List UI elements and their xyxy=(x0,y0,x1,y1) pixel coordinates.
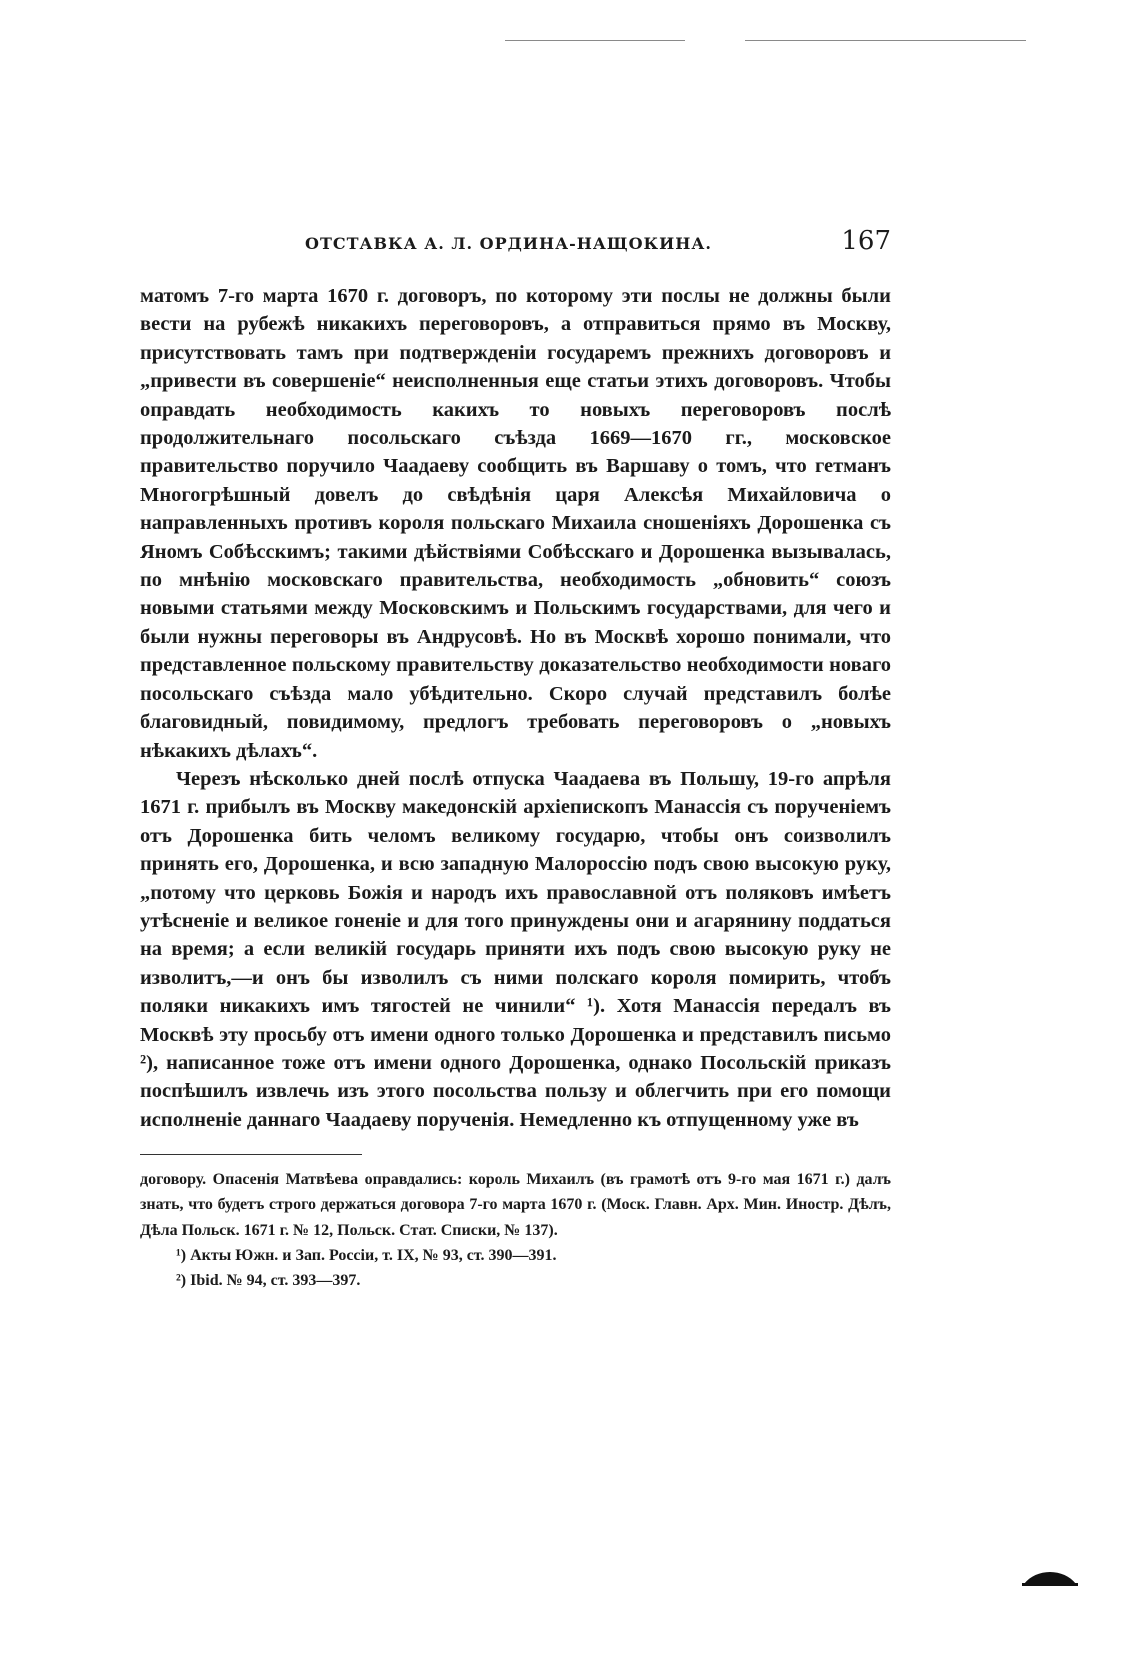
paragraph-2: Черезъ нѣсколько дней послѣ отпуска Чаадаева въ Польшу, 19-го апрѣля 1671 г. прибылъ въ Москву македонскій архіепископъ Манассія съ порученіемъ отъ Дорошенка бить челомъ великому государю, чтобы онъ соизволилъ принять его, Дорошенка, и всю западную Малороссію подъ свою высокую руку, „потому что церковь Божія и народъ ихъ православной отъ поляковъ имѣетъ утѣсненіе и великое гоненіе и для того принуждены они и агарянину поддаться на время; а если великій государь приняти ихъ подъ свою высокую руку не изволитъ,—и онъ бы изволилъ съ ними полскаго короля помирить, чтобъ поляки никакихъ имъ тягостей не чинили“ ¹). Хотя Манассія передалъ въ Москвѣ эту просьбу отъ имени одного только Дорошенка и представилъ письмо ²), написанное тоже отъ имени одного Дорошенка, однако Посольскій приказъ поспѣшилъ извлечь изъ этого посольства пользу и облегчить при его помощи исполненіе даннаго Чаадаеву порученія. Немедленно къ отпущенному уже въ xyxy=(140,767,891,1131)
running-title: ОТСТАВКА А. Л. ОРДИНА-НАЩОКИНА. xyxy=(305,234,712,253)
paragraph-1: матомъ 7-го марта 1670 г. договоръ, по которому эти послы не должны были вести на рубежѣ никакихъ переговоровъ, а отправиться прямо въ Москву, присутствовать тамъ при подтвержденіи государемъ прежнихъ договоровъ и „привести въ совершеніе“ неисполненныя еще статьи этихъ договоровъ. Чтобы оправдать необходимость какихъ то новыхъ переговоровъ послѣ продолжительнаго посольскаго съѣзда 1669—1670 гг., московское правительство поручило Чаадаеву сообщить въ Варшаву о томъ, что гетманъ Многогрѣшный довелъ до свѣдѣнія царя Алексѣя Михайловича о направленныхъ противъ короля польскаго Михаила сношеніяхъ Дорошенка съ Яномъ Собѣсскимъ; такими дѣйствіями Собѣсскаго и Дорошенка вызывалась, по мнѣнію московскаго правительства, необходимость „обновить“ союзъ новыми статьями между Московскимъ и Польскимъ государствами, для чего и были нужны переговоры въ Андрусовѣ. Но въ Москвѣ хорошо понимали, что представленное польскому правительству доказательство необходимости новаго посольскаго съѣзда мало убѣдительно. Скоро случай представилъ болѣе благовидный, повидимому, предлогъ требовать переговоровъ о „новыхъ нѣкакихъ дѣлахъ“. xyxy=(140,285,891,762)
footnotes xyxy=(140,1167,891,1293)
ornament-icon xyxy=(1022,1564,1078,1588)
page-number: 167 xyxy=(841,226,891,256)
top-rule-left xyxy=(505,40,685,41)
body-text xyxy=(140,282,891,1134)
footnote-continuation: договору. Опасенія Матвѣева оправдались: король Михаилъ (въ грамотѣ отъ 9-го мая 1671 г.) далъ знать, что будетъ строго держаться договора 7-го марта 1670 г. (Моск. Главн. Арх. Мин. Иностр. Дѣлъ, Дѣла Польск. 1671 г. № 12, Польск. Стат. Списки, № 137). xyxy=(140,1171,891,1239)
book-page xyxy=(140,226,891,1294)
top-rule-right xyxy=(745,40,1026,41)
footnote-2: ²) Ibid. № 94, ст. 393—397. xyxy=(176,1272,361,1290)
footnote-1: ¹) Акты Южн. и Зап. Россіи, т. IX, № 93, ст. 390—391. xyxy=(176,1247,557,1265)
running-head xyxy=(140,226,891,270)
footnote-rule xyxy=(140,1154,362,1155)
